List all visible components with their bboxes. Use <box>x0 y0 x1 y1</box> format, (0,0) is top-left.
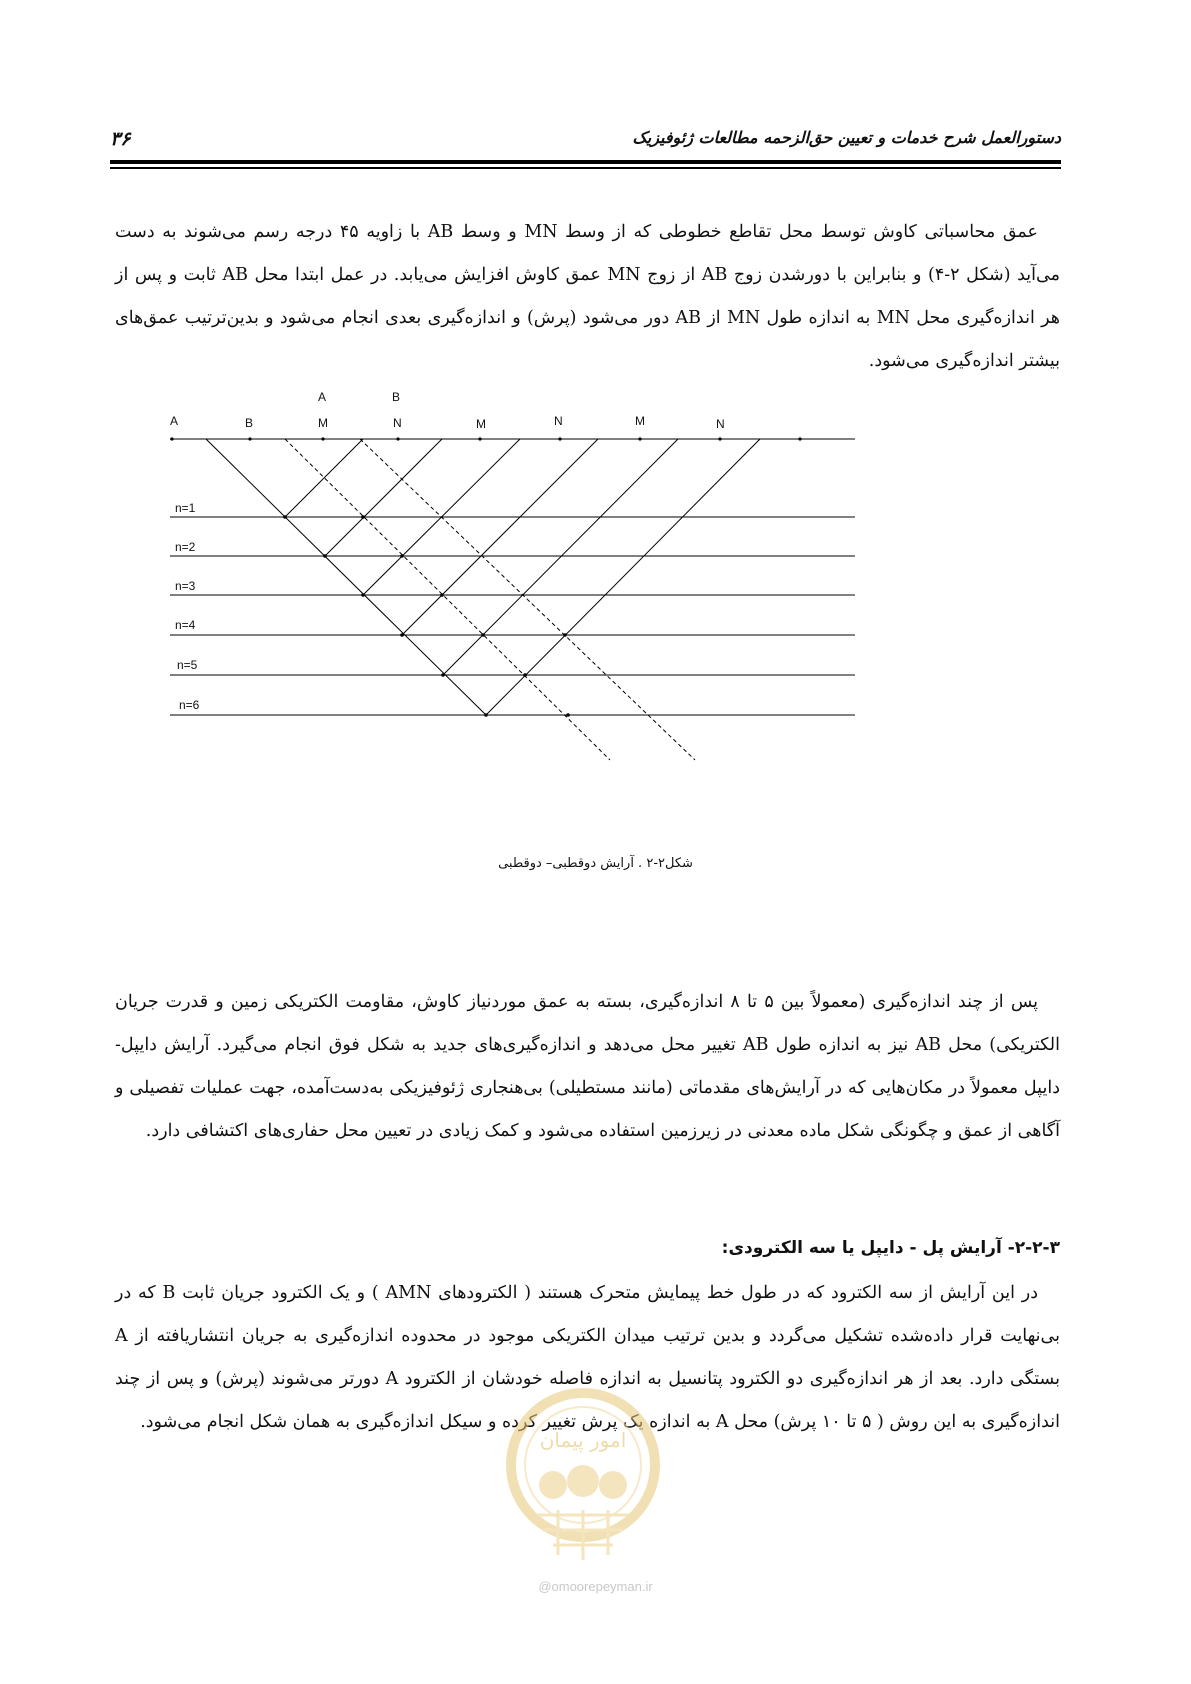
intersection-point <box>361 515 365 519</box>
header-rule-thick <box>110 160 1061 164</box>
intersection-point <box>441 673 445 677</box>
electrode-point <box>478 437 481 440</box>
paragraph-pole-dipole: در این آرایش از سه الکترود که در طول خط پیمایش متحرک هستند ( الکترودهای AMN ) و یک الکترود جریان ثابت B که در بی‌نهایت قرار داده‌شده تشکیل می‌گردد و بدین ترتیب میدان الکتریکی موجود در محدوده اندازه‌گیری به جریان انتشاریافته از A بستگی دارد. بعد از هر اندازه‌گیری دو الکترود پتانسیل به اندازه فاصله خودشان از الکترود A دورتر می‌شوند (پرش) و پس از چند اندازه‌گیری به این روش ( ۵ تا ۱۰ پرش) محل A به اندازه یک پرش تغییر کرده و سیکل اندازه‌گیری به همان شکل انجام می‌شود. <box>115 1283 1060 1432</box>
surface-label: B <box>245 416 254 430</box>
dipole-dipole-figure <box>170 390 940 835</box>
electrode-point <box>718 437 721 440</box>
electrode-point <box>321 437 324 440</box>
watermark-logo-text: امور پیمان <box>539 1428 627 1452</box>
intersection-point <box>566 713 570 717</box>
page-number: ۳۶ <box>110 128 131 150</box>
electrode-point <box>170 437 173 440</box>
level-label: n=2 <box>175 540 196 554</box>
electrode-point <box>396 437 399 440</box>
electrode-point <box>248 437 251 440</box>
surface-label: M <box>476 417 486 431</box>
page-header <box>110 128 1061 152</box>
level-label: n=3 <box>175 579 196 593</box>
diagonal-dashed <box>360 439 695 760</box>
surface-label: N <box>716 417 725 431</box>
level-label: n=5 <box>177 658 198 672</box>
watermark-logo <box>493 1385 673 1575</box>
intersection-point <box>440 593 444 597</box>
intersection-point <box>484 713 488 717</box>
surface-label: A <box>170 414 179 428</box>
diagonal-dashed <box>285 439 610 760</box>
intersection-point <box>323 554 327 558</box>
electrode-point <box>798 437 801 440</box>
header-rule-thin <box>110 167 1061 169</box>
diagonal-ascending <box>402 439 598 635</box>
diagonal-ascending <box>325 439 442 556</box>
intersection-point <box>361 593 365 597</box>
intersection-point <box>400 554 404 558</box>
electrode-point <box>638 437 641 440</box>
surface-label: M <box>635 414 645 428</box>
electrode-point <box>558 437 561 440</box>
surface-label: M <box>318 416 328 430</box>
intersection-point <box>283 515 287 519</box>
upper-label: B <box>392 390 401 404</box>
intersection-point <box>400 633 404 637</box>
level-label: n=1 <box>175 501 196 515</box>
diagonal-ascending <box>486 439 760 715</box>
intersection-point <box>481 633 485 637</box>
section-heading: ۲-۲-۳- آرایش پل - دایپل یا سه الکترودی: <box>721 1238 1060 1258</box>
intersection-point <box>563 633 567 637</box>
level-label: n=4 <box>175 618 196 632</box>
level-label: n=6 <box>179 698 200 712</box>
paragraph-dipole-procedure: پس از چند اندازه‌گیری (معمولاً بین ۵ تا ۸ اندازه‌گیری، بسته به عمق موردنیاز کاوش، مقاومت الکتریکی زمین و قدرت جریان الکتریکی) محل AB نیز به اندازه طول AB تغییر محل می‌دهد و اندازه‌گیری‌های جدید به شکل فوق انجام می‌گیرد. آرایش دایپل-دایپل معمولاً در مکان‌هایی که در آرایش‌های مقدماتی (مانند مستطیلی) بی‌هنجاری ژئوفیزیکی به‌دست‌آمده، جهت عملیات تفصیلی و آگاهی از عمق و چگونگی شکل ماده معدنی در زیرزمین استفاده می‌شود و کمک زیادی در تعیین محل حفاری‌های اکتشافی دارد. <box>115 992 1061 1141</box>
surface-label: N <box>554 414 563 428</box>
watermark-url: @omoorepeyman.ir <box>538 1579 653 1594</box>
intersection-point <box>523 673 527 677</box>
intersection-points <box>283 515 570 717</box>
surface-label: N <box>393 416 402 430</box>
upper-label: A <box>318 390 327 404</box>
figure-caption: شکل۲-۲ . آرایش دوقطبی– دوقطبی <box>498 856 693 871</box>
running-title: دستورالعمل شرح خدمات و تعیین حق‌الزحمه مطالعات ژئوفیزیک <box>632 128 1061 147</box>
paragraph-depth-calculation: عمق محاسباتی کاوش توسط محل تقاطع خطوطی که از وسط MN و وسط AB با زاویه ۴۵ درجه رسم می‌شوند به دست می‌آید (شکل ۲-۴) و بنابراین با دورشدن زوج AB از زوج MN عمق کاوش افزایش می‌یابد. در عمل ابتدا محل AB ثابت و پس از هر اندازه‌گیری محل MN به اندازه طول MN از AB دور می‌شود (پرش) و اندازه‌گیری بعدی انجام می‌شود و بدین‌ترتیب عمق‌های بیشتر اندازه‌گیری می‌شود. <box>115 222 1060 371</box>
